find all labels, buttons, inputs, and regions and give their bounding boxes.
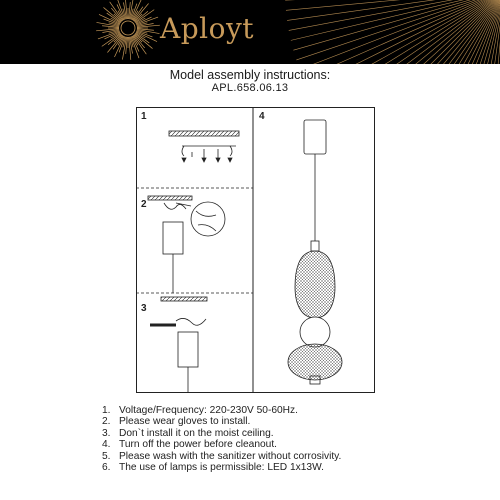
note-item: 2. Please wear gloves to install.: [102, 416, 251, 428]
note-item: 5. Please wash with the sanitizer without corrosivity.: [102, 450, 342, 462]
step-number-3: 3: [141, 303, 147, 314]
note-item: 3. Don`t install it on the moist ceiling.: [102, 427, 274, 439]
note-item: 6. The use of lamps is permissible: LED 1x13W.: [102, 461, 324, 473]
notes-list: [102, 405, 341, 473]
brand-name: Aployt: [160, 12, 255, 45]
step-number-4: 4: [259, 111, 265, 122]
step2-wiring-illustration: [148, 196, 225, 293]
step4-pendant-illustration: [288, 120, 342, 384]
step-number-1: 1: [141, 111, 147, 122]
note-item: 4. Turn off the power before cleanout.: [102, 439, 278, 451]
document-title: Model assembly instructions:: [169, 68, 331, 82]
model-number: APL.658.06.13: [211, 82, 289, 94]
step-number-2: 2: [141, 199, 147, 210]
header-banner: [0, 0, 500, 64]
step3-screw-illustration: [150, 297, 207, 392]
step1-mounting-illustration: [169, 131, 239, 162]
note-item: 1. Voltage/Frequency: 220-230V 50-60Hz.: [102, 405, 298, 416]
assembly-diagram: [136, 107, 375, 393]
